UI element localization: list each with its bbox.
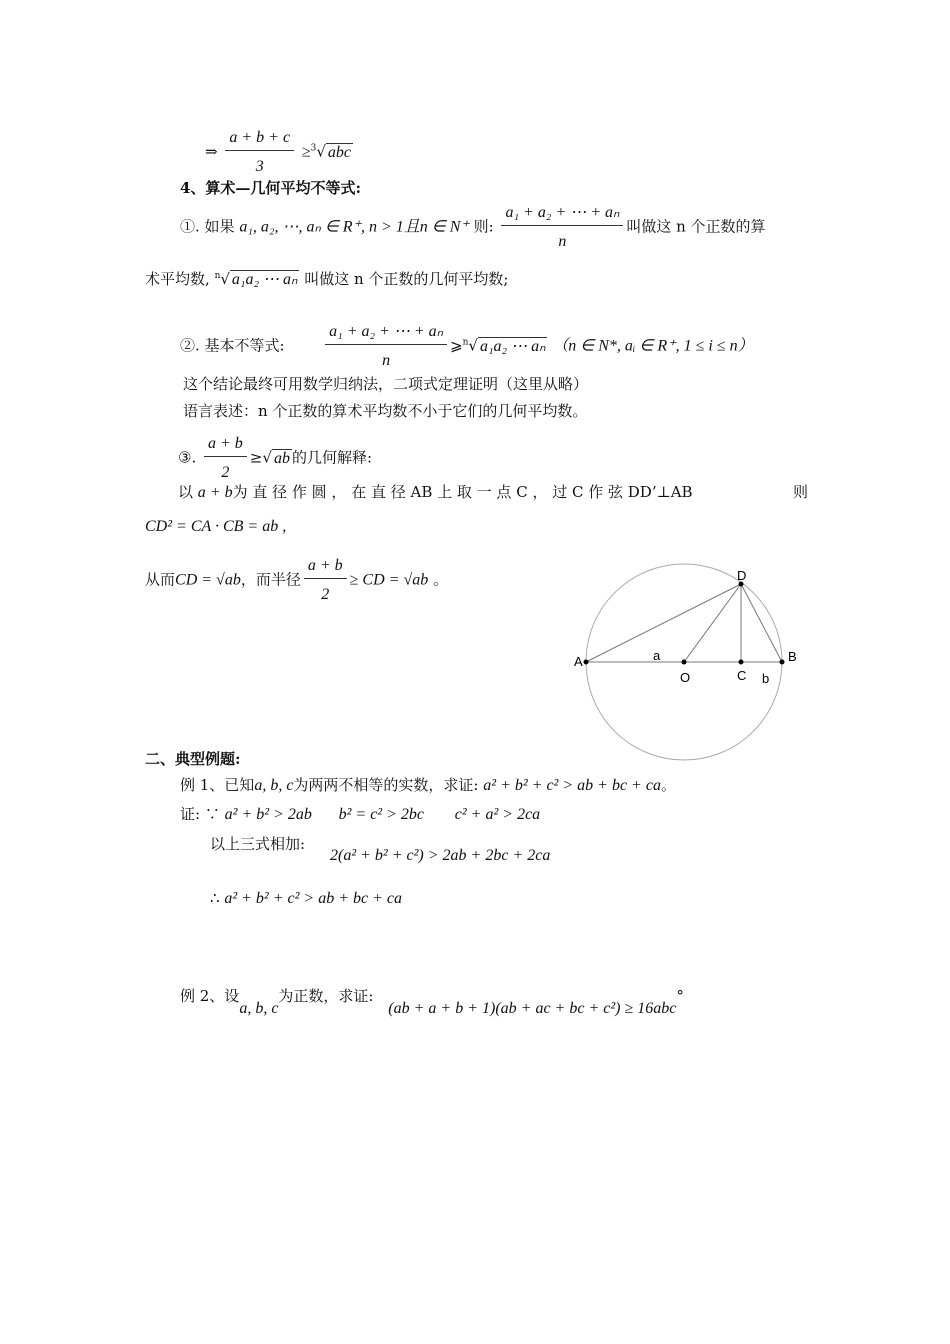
chord-ad — [586, 584, 741, 662]
section-heading-2: 二、典型例题: — [145, 750, 241, 768]
numerator: a + b — [204, 434, 247, 457]
paragraph-3: ③. $\frac{a + b}{2}$ ≥√ ab 的几何解释: — [178, 435, 372, 481]
note: 这个结论最终可用数学归纳法，二项式定理证明（这里从略） — [183, 375, 589, 393]
vars: a, b, c — [254, 777, 294, 794]
paragraph-1-cont: 术平均数, $^n$√ a₁a₂ ⋯ aₙ 叫做这 n 个正数的几何平均数; — [145, 270, 509, 288]
denominator: n — [382, 352, 391, 369]
text: 叫做这 n 个正数的几何平均数; — [304, 270, 509, 288]
text: 从而 — [145, 570, 176, 589]
label-a-length: a — [653, 648, 661, 663]
sum-inequality: 2(a² + b² + c²) > 2ab + 2bc + 2ca — [330, 847, 551, 864]
numerator: a + b + c — [225, 128, 294, 151]
text: 为正数，求证: — [278, 987, 374, 1005]
paragraph-2: ②. 基本不等式: $\frac{\text{a₁ + a₂ + ⋯ + aₙ}}{n}$ ⩾$^n$√ a₁a₂ ⋯ aₙ （n ∈ N*, aᵢ ∈ R⁺, 1 ≤ i ≤ n） — [180, 323, 754, 369]
label-b-point: B — [788, 649, 797, 664]
denominator: 3 — [255, 158, 264, 175]
label: ①. 如果 — [180, 217, 235, 236]
text: 的几何解释: — [291, 448, 372, 467]
therefore-symbol: ∴ — [210, 889, 220, 907]
geq: ≥ — [301, 143, 311, 161]
statement: 语言表述：n 个正数的算术平均数不小于它们的几何平均数。 — [183, 402, 588, 420]
text: 。 — [660, 776, 676, 794]
root-index: 3 — [310, 143, 317, 154]
inequality-3: c² + a² > 2ca — [454, 806, 541, 823]
denominator: 2 — [221, 464, 230, 481]
text: 。 — [433, 570, 449, 589]
inequality-1: a² + b² > 2ab — [224, 806, 312, 823]
vars: a, b, c — [239, 1000, 279, 1017]
label-c: C — [737, 668, 747, 683]
condition: a₁, a₂, ⋯, aₙ ∈ R⁺, n > 1且n ∈ N⁺ — [239, 218, 469, 236]
text: 为两两不相等的实数，求证: — [293, 776, 479, 794]
numerator: a + b — [304, 556, 347, 579]
cd-squared: CD² = CA · CB = ab , — [145, 518, 287, 535]
text: ，而半径 — [240, 570, 301, 589]
tail-text: 叫做这 n 个正数的算 — [626, 217, 766, 236]
condition: （n ∈ N*, aᵢ ∈ R⁺, 1 ≤ i ≤ n） — [552, 337, 754, 355]
radicand: abc — [327, 143, 352, 161]
example-1 — [180, 775, 676, 796]
chord-bd — [741, 584, 782, 662]
text: 以 — [178, 483, 194, 501]
conclusion: a² + b² + c² > ab + bc + ca — [224, 890, 403, 907]
label: ③. — [178, 448, 197, 467]
math: a + b — [197, 484, 233, 501]
math: CD = √ab — [175, 571, 241, 589]
proof-line — [180, 804, 540, 825]
formula-three-am-gm: ⇒ $\frac{a + b + c}{3}$ ≥$^3$√ abc — [205, 129, 352, 175]
root-index: n — [462, 337, 469, 348]
text: 则 — [792, 483, 808, 501]
math: ≥ CD = √ab — [349, 571, 429, 589]
claim: (ab + a + b + 1)(ab + ac + bc + c²) ≥ 16abc — [388, 1000, 677, 1017]
denominator: 2 — [321, 586, 330, 603]
radius-od — [684, 584, 741, 662]
label-b-length: b — [762, 671, 770, 686]
root-index: n — [214, 271, 221, 281]
radicand: ab — [273, 449, 290, 467]
therefore-line — [210, 888, 402, 909]
text: 为 直 径 作 圆 ， 在 直 径 AB 上 取 一 点 C ， 过 C 作 弦 DD’⊥AB — [232, 483, 693, 501]
label-o: O — [680, 670, 691, 685]
label-d: D — [737, 568, 747, 583]
because-symbol: ∵ — [204, 805, 220, 823]
geq: ⩾ — [450, 336, 463, 355]
label: ②. 基本不等式: — [180, 336, 285, 355]
label-a-point: A — [574, 654, 583, 669]
label: 例 2、设 — [180, 987, 240, 1005]
section-heading-4: 4、算术—几何平均不等式: — [180, 179, 361, 197]
numerator: a₁ + a₂ + ⋯ + aₙ — [501, 203, 623, 226]
numerator: a₁ + a₂ + ⋯ + aₙ — [325, 322, 447, 345]
implies-symbol: ⇒ — [205, 142, 218, 161]
label: 例 1、已知 — [180, 776, 255, 794]
label: 证: — [180, 805, 201, 823]
radicand: a₁a₂ ⋯ aₙ — [231, 271, 298, 288]
figure-lines — [586, 584, 782, 662]
text: 术平均数, — [145, 270, 210, 288]
text: ° — [676, 987, 684, 1005]
add-label: 以上三式相加: — [210, 835, 306, 853]
inequality-2: b² = c² > 2bc — [338, 806, 424, 823]
radicand: a₁a₂ ⋯ aₙ — [479, 337, 546, 355]
geq: ≥ — [249, 448, 263, 467]
denominator: n — [558, 233, 567, 250]
claim: a² + b² + c² > ab + bc + ca — [483, 777, 661, 794]
then-text: 则: — [473, 217, 494, 236]
example-2 — [180, 986, 684, 1017]
